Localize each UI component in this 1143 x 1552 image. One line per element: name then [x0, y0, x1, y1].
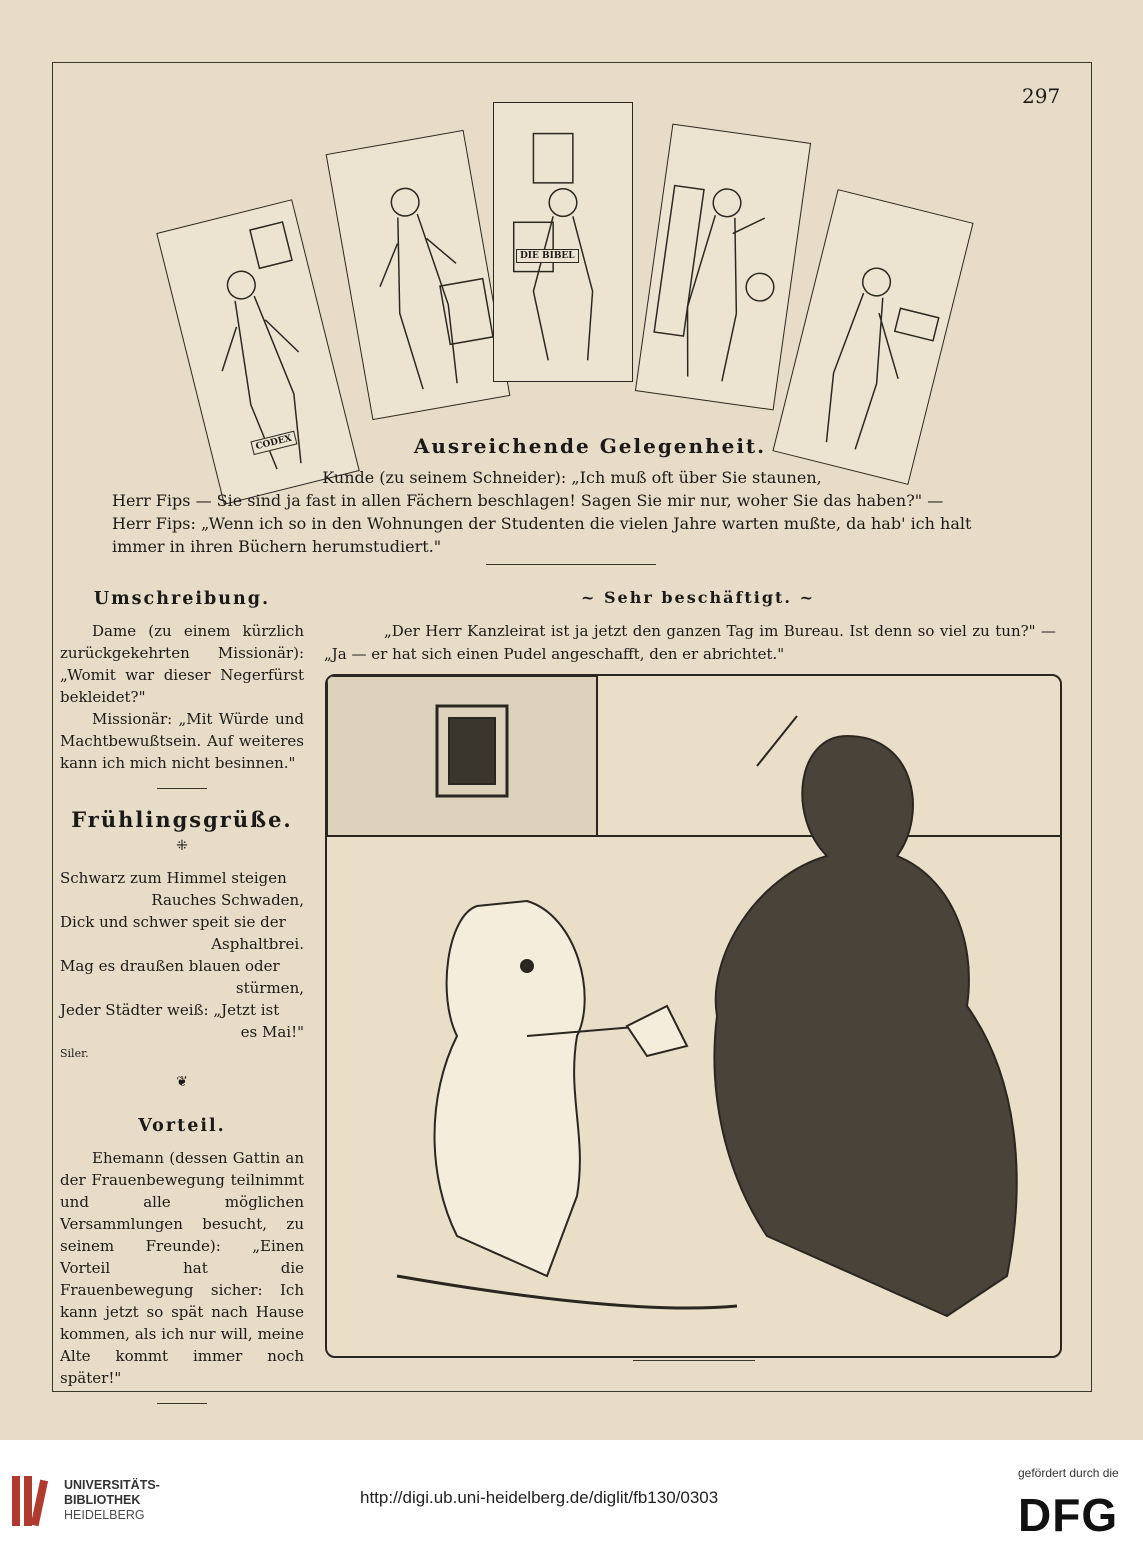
dialogue-line: Herr Fips: „Wenn ich so in den Wohnungen der Studenten die vielen Jahre warten mußte, da hab' ich halt [112, 514, 972, 533]
dialogue-line: Herr Fips — Sie sind ja fast in allen Fächern beschlagen! Sagen Sie mir nur, woher Sie das haben?" — [112, 491, 944, 510]
card-label: CODEX [250, 431, 297, 455]
title-text: Sehr beschäftigt. [604, 588, 792, 607]
poem-line: Mag es draußen blauen oder [60, 957, 280, 975]
vorteil-title: Vorteil. [138, 1116, 226, 1136]
poem-line: Dick und schwer speit sie der [60, 913, 286, 931]
divider [486, 564, 656, 565]
library-name [64, 1478, 160, 1523]
digitization-url[interactable]: http://digi.ub.uni-heidelberg.de/diglit/fb130/0303 [360, 1488, 719, 1507]
illustration-card-1 [156, 199, 360, 505]
ornament-icon: ❦ [176, 1074, 188, 1090]
library-name-line: UNIVERSITÄTS- [64, 1478, 160, 1492]
dfg-logo: DFG [1018, 1489, 1119, 1541]
ornament-icon: ~ [581, 588, 597, 607]
poem-line: Rauches Schwaden, [151, 891, 304, 909]
poem-line: Jeder Städter weiß: „Jetzt ist [60, 1001, 280, 1019]
poem-author: Siler. [60, 1047, 89, 1060]
left-column [60, 588, 304, 1404]
anecdote-title: Ausreichende Gelegenheit. [413, 434, 767, 458]
library-name-line: HEIDELBERG [64, 1508, 145, 1522]
umschreibung-paragraph: Missionär: „Mit Würde und Machtbewußtsein. Auf weiteres kann ich mich nicht besinnen." [60, 710, 304, 772]
library-name-line: BIBLIOTHEK [64, 1493, 141, 1507]
page-number: 297 [1022, 84, 1061, 108]
ornament-icon: ~ [799, 588, 815, 607]
divider [157, 788, 207, 789]
funding-note: gefördert durch die [1018, 1466, 1119, 1480]
card-label: DIE BIBEL [516, 249, 579, 263]
footer [0, 1440, 1143, 1552]
poem-line: es Mai!" [240, 1023, 304, 1041]
poem-line: Asphaltbrei. [211, 935, 304, 953]
library-logo-icon [10, 1470, 56, 1530]
poem-line: Schwarz zum Himmel steigen [60, 869, 287, 887]
sehr-beschaeftigt-title [548, 588, 848, 607]
vorteil-paragraph: Ehemann (dessen Gattin an der Frauenbewegung teilnimmt und alle möglichen Versammlungen besucht, zu seinem Freunde): „Einen Vorteil hat die Frauenbewegung sicher: Ich kann jetzt so spät nach Hause kommen, als ich nur will, meine Alte kommt immer noch später!" [60, 1149, 304, 1387]
poodle-illustration [325, 674, 1062, 1358]
divider [633, 1360, 755, 1361]
illustration-card-3 [493, 102, 633, 382]
poem-title: Frühlingsgrüße. [71, 807, 293, 832]
ornament-icon: ⁜ [176, 838, 188, 854]
dialogue-line: immer in ihren Büchern herumstudiert." [112, 537, 442, 556]
poem-line: stürmen, [235, 979, 304, 997]
sehr-beschaeftigt-text [324, 620, 1056, 666]
umschreibung-title: Umschreibung. [93, 589, 271, 609]
cards-illustration [148, 92, 988, 492]
umschreibung-paragraph: Dame (zu einem kürzlich zurückgekehrten Missionär): „Womit war dieser Negerfürst bekleidet?" [60, 622, 304, 706]
illustration-card-2 [326, 130, 511, 420]
dialogue-line: Kunde (zu seinem Schneider): „Ich muß oft über Sie staunen, [322, 468, 822, 487]
sehr-beschaeftigt-paragraph: „Der Herr Kanzleirat ist ja jetzt den ganzen Tag im Bureau. Ist denn so viel zu tun?" — „Ja — er hat sich einen Pudel angeschafft, den er abrichtet." [324, 622, 1056, 663]
divider [157, 1403, 207, 1404]
anecdote-dialogue [112, 466, 1032, 558]
illustration-card-4 [635, 124, 811, 411]
